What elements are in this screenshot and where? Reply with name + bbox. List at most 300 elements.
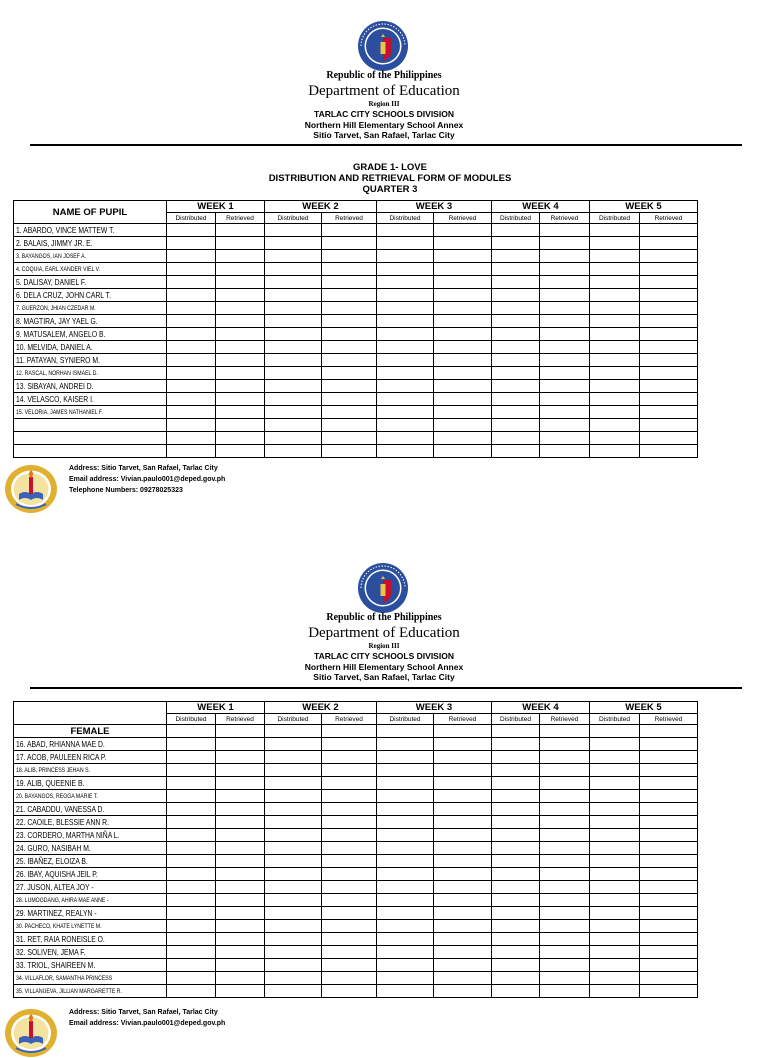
retrieved-cell <box>640 738 698 751</box>
distributed-cell <box>167 367 216 380</box>
retrieved-cell <box>434 881 492 894</box>
retrieved-cell <box>640 751 698 764</box>
empty-cell <box>322 419 377 432</box>
table-row <box>14 328 698 341</box>
retrieved-cell <box>540 933 590 946</box>
retrieved-cell <box>434 894 492 907</box>
footer-contact <box>69 1007 225 1029</box>
distributed-cell <box>590 946 640 959</box>
distributed-cell <box>492 354 540 367</box>
distributed-cell <box>590 959 640 972</box>
empty-cell <box>14 445 167 458</box>
pupil-name <box>14 380 167 393</box>
retrieved-cell <box>540 855 590 868</box>
footer-address: Address: Sitio Tarvet, San Rafael, Tarlac City <box>69 1009 218 1016</box>
distributed-cell <box>590 842 640 855</box>
retrieved-cell <box>434 764 492 777</box>
distributed-cell <box>167 816 216 829</box>
pupil-name-text: 8. MAGTIRA, JAY YAEL G. <box>16 315 98 326</box>
empty-cell <box>540 432 590 445</box>
page-two <box>0 548 768 1027</box>
distributed-cell <box>590 224 640 237</box>
retrieved-cell <box>216 985 265 998</box>
pupil-name <box>14 237 167 250</box>
retrieved-cell <box>322 354 377 367</box>
distributed-cell <box>590 738 640 751</box>
distributed-cell <box>265 777 322 790</box>
distributed-cell <box>377 855 434 868</box>
retrieved-cell <box>540 972 590 985</box>
retrieved-header: Retrieved <box>434 213 492 224</box>
week-header: WEEK 4 <box>492 702 590 714</box>
retrieved-cell <box>434 302 492 315</box>
pupil-name <box>14 250 167 263</box>
retrieved-cell <box>216 224 265 237</box>
retrieved-cell <box>216 380 265 393</box>
distributed-cell <box>590 790 640 803</box>
distributed-cell <box>377 894 434 907</box>
week-header: WEEK 2 <box>265 201 377 213</box>
republic-line: Republic of the Philippines <box>326 70 442 81</box>
retrieved-cell <box>216 341 265 354</box>
pupil-name-text: 5. DALISAY, DANIEL F. <box>16 276 87 287</box>
retrieved-cell <box>540 380 590 393</box>
retrieved-cell <box>540 315 590 328</box>
pupil-name-text: 21. CABADDU, VANESSA D. <box>16 803 105 814</box>
retrieved-cell <box>640 868 698 881</box>
retrieved-cell <box>540 790 590 803</box>
pupil-name <box>14 933 167 946</box>
distributed-cell <box>590 289 640 302</box>
retrieved-cell <box>540 367 590 380</box>
retrieved-cell <box>434 393 492 406</box>
retrieved-cell <box>540 263 590 276</box>
retrieved-cell <box>434 829 492 842</box>
distributed-cell <box>265 302 322 315</box>
retrieved-cell <box>434 354 492 367</box>
table-row <box>14 302 698 315</box>
distributed-cell <box>377 946 434 959</box>
retrieved-cell <box>322 224 377 237</box>
pupil-name-text: 32. SOLIVEN, JEMA F. <box>16 946 86 957</box>
pupil-name <box>14 738 167 751</box>
empty-cell <box>167 445 216 458</box>
retrieved-cell <box>540 751 590 764</box>
pupil-name-text: 19. ALIB, QUEENIE B. <box>16 777 85 788</box>
school-name: Northern Hill Elementary School Annex <box>304 119 464 130</box>
distributed-cell <box>377 341 434 354</box>
retrieved-cell <box>640 790 698 803</box>
empty-cell <box>434 432 492 445</box>
empty-cell <box>265 432 322 445</box>
retrieved-cell <box>434 276 492 289</box>
distributed-cell <box>377 985 434 998</box>
table-row <box>14 237 698 250</box>
table-row <box>14 315 698 328</box>
empty-cell <box>590 725 640 738</box>
distributed-header: Distributed <box>590 213 640 224</box>
retrieved-cell <box>640 380 698 393</box>
empty-cell <box>377 419 434 432</box>
distributed-cell <box>590 302 640 315</box>
distributed-cell <box>265 959 322 972</box>
retrieved-cell <box>640 959 698 972</box>
retrieved-cell <box>322 250 377 263</box>
distributed-cell <box>167 920 216 933</box>
retrieved-header: Retrieved <box>540 213 590 224</box>
retrieved-cell <box>322 985 377 998</box>
pupil-name-text: 1. ABARDO, VINCE MATTEW T. <box>16 224 115 235</box>
retrieved-cell <box>216 959 265 972</box>
retrieved-cell <box>322 907 377 920</box>
republic-line: Republic of the Philippines <box>326 612 442 623</box>
pupil-name <box>14 829 167 842</box>
distributed-cell <box>492 959 540 972</box>
distributed-cell <box>265 341 322 354</box>
distributed-cell <box>377 842 434 855</box>
distributed-cell <box>492 315 540 328</box>
pupil-rows <box>14 224 698 458</box>
table-row <box>14 985 698 998</box>
retrieved-cell <box>216 276 265 289</box>
distributed-cell <box>167 224 216 237</box>
distributed-cell <box>265 803 322 816</box>
table-row <box>14 855 698 868</box>
retrieved-cell <box>216 777 265 790</box>
retrieved-cell <box>322 790 377 803</box>
retrieved-cell <box>216 302 265 315</box>
pupil-name <box>14 764 167 777</box>
retrieved-cell <box>540 276 590 289</box>
distributed-cell <box>492 868 540 881</box>
distributed-cell <box>590 816 640 829</box>
department-title: Department of Education <box>308 83 460 99</box>
form-title: DISTRIBUTION AND RETRIEVAL FORM OF MODULES <box>268 173 512 184</box>
distributed-cell <box>377 933 434 946</box>
pupil-name-text: 10. MELVIDA, DANIEL A. <box>16 341 93 352</box>
distributed-cell <box>265 738 322 751</box>
distributed-cell <box>590 354 640 367</box>
retrieved-cell <box>216 354 265 367</box>
distributed-cell <box>265 751 322 764</box>
retrieved-cell <box>322 341 377 354</box>
table-row <box>14 920 698 933</box>
week-header: WEEK 3 <box>377 702 492 714</box>
retrieved-cell <box>216 933 265 946</box>
distributed-cell <box>590 393 640 406</box>
distributed-cell <box>265 315 322 328</box>
retrieved-cell <box>434 946 492 959</box>
footer-address: Address: Sitio Tarvet, San Rafael, Tarlac City <box>69 465 218 472</box>
pupil-name <box>14 881 167 894</box>
retrieved-header: Retrieved <box>322 714 377 725</box>
retrieved-cell <box>322 816 377 829</box>
retrieved-cell <box>640 933 698 946</box>
pupil-name-text: 20. BAYANGOS, REGGA MARIE T. <box>16 793 98 800</box>
distributed-cell <box>167 959 216 972</box>
pupil-name <box>14 894 167 907</box>
distributed-cell <box>167 842 216 855</box>
retrieved-cell <box>216 816 265 829</box>
distributed-cell <box>377 315 434 328</box>
retrieved-cell <box>540 777 590 790</box>
distributed-cell <box>377 263 434 276</box>
distributed-cell <box>265 920 322 933</box>
distributed-cell <box>492 985 540 998</box>
pupil-name <box>14 816 167 829</box>
distributed-cell <box>377 920 434 933</box>
table-row <box>14 380 698 393</box>
table-row <box>14 790 698 803</box>
distributed-cell <box>265 289 322 302</box>
female-label: FEMALE <box>14 725 167 738</box>
retrieved-cell <box>640 803 698 816</box>
retrieved-cell <box>540 302 590 315</box>
retrieved-cell <box>640 842 698 855</box>
retrieved-cell <box>540 224 590 237</box>
distributed-cell <box>167 881 216 894</box>
pupil-name-text: 22. CAOILE, BLESSIE ANN R. <box>16 816 109 827</box>
empty-cell <box>265 419 322 432</box>
distributed-cell <box>377 237 434 250</box>
retrieved-cell <box>322 959 377 972</box>
distributed-cell <box>265 224 322 237</box>
retrieved-cell <box>540 946 590 959</box>
retrieved-cell <box>216 406 265 419</box>
pupil-name <box>14 972 167 985</box>
retrieved-cell <box>322 263 377 276</box>
pupil-name-text: 6. DELA CRUZ, JOHN CARL T. <box>16 289 111 300</box>
week-header: WEEK 1 <box>167 201 265 213</box>
distributed-cell <box>167 946 216 959</box>
retrieved-cell <box>322 237 377 250</box>
pupil-name-text: 33. TRIOL, SHAIREEN M. <box>16 959 96 970</box>
pupil-name <box>14 985 167 998</box>
distributed-cell <box>377 816 434 829</box>
week-header-row <box>14 201 698 213</box>
pupil-name-text: 16. ABAD, RHIANNA MAE D. <box>16 738 105 749</box>
distributed-cell <box>265 406 322 419</box>
distributed-cell <box>167 393 216 406</box>
pupil-name <box>14 803 167 816</box>
empty-cell <box>265 445 322 458</box>
retrieved-cell <box>640 315 698 328</box>
retrieved-cell <box>216 738 265 751</box>
pupil-name <box>14 302 167 315</box>
pupil-name <box>14 868 167 881</box>
empty-cell <box>216 432 265 445</box>
school-name: Northern Hill Elementary School Annex <box>304 661 464 672</box>
empty-cell <box>167 419 216 432</box>
school-logo-icon <box>4 1008 58 1058</box>
retrieved-cell <box>216 315 265 328</box>
retrieved-cell <box>216 855 265 868</box>
retrieved-cell <box>216 764 265 777</box>
retrieved-cell <box>434 959 492 972</box>
distributed-cell <box>492 738 540 751</box>
distributed-cell <box>167 289 216 302</box>
retrieved-cell <box>640 985 698 998</box>
retrieved-cell <box>216 842 265 855</box>
distributed-cell <box>167 250 216 263</box>
retrieved-cell <box>216 946 265 959</box>
retrieved-cell <box>216 250 265 263</box>
distributed-cell <box>590 803 640 816</box>
pupil-name <box>14 777 167 790</box>
retrieved-cell <box>434 803 492 816</box>
retrieved-cell <box>216 393 265 406</box>
distributed-header: Distributed <box>265 714 322 725</box>
retrieved-cell <box>640 250 698 263</box>
distributed-cell <box>377 250 434 263</box>
pupil-name-text: 9. MATUSALEM, ANGELO B. <box>16 328 106 339</box>
retrieved-cell <box>640 354 698 367</box>
pupil-name <box>14 920 167 933</box>
retrieved-cell <box>640 907 698 920</box>
blank-row <box>14 419 698 432</box>
letterhead <box>0 612 768 683</box>
retrieved-cell <box>540 764 590 777</box>
retrieved-cell <box>540 894 590 907</box>
distributed-cell <box>377 393 434 406</box>
distributed-cell <box>377 367 434 380</box>
retrieved-cell <box>434 406 492 419</box>
distributed-cell <box>265 393 322 406</box>
distributed-header: Distributed <box>377 714 434 725</box>
retrieved-cell <box>216 751 265 764</box>
retrieved-cell <box>322 946 377 959</box>
distributed-cell <box>492 777 540 790</box>
empty-cell <box>590 445 640 458</box>
module-table-page2 <box>13 701 698 998</box>
pupil-name-text: 12. RASCAL, NORHAN ISMAEL D. <box>16 370 98 377</box>
distributed-cell <box>265 250 322 263</box>
distributed-cell <box>377 868 434 881</box>
distributed-cell <box>377 829 434 842</box>
pupil-name-text: 25. IBAÑEZ, ELOIZA B. <box>16 855 88 866</box>
empty-cell <box>492 419 540 432</box>
retrieved-cell <box>640 263 698 276</box>
distributed-cell <box>377 751 434 764</box>
footer-email: Email address: Vivian.paulo001@deped.gov.ph <box>69 476 226 483</box>
pupil-name-text: 17. ACOB, PAULEEN RICA P. <box>16 751 107 762</box>
retrieved-cell <box>640 881 698 894</box>
distributed-cell <box>492 367 540 380</box>
retrieved-cell <box>540 907 590 920</box>
table-row <box>14 224 698 237</box>
distributed-header: Distributed <box>167 213 216 224</box>
region-line: Region III <box>368 100 400 108</box>
distributed-cell <box>167 276 216 289</box>
pupil-name-text: 29. MARTINEZ, REALYN - <box>16 907 97 918</box>
empty-cell <box>540 419 590 432</box>
retrieved-cell <box>434 250 492 263</box>
retrieved-header: Retrieved <box>216 213 265 224</box>
retrieved-cell <box>640 920 698 933</box>
retrieved-cell <box>434 816 492 829</box>
retrieved-cell <box>540 920 590 933</box>
distributed-cell <box>590 985 640 998</box>
distributed-cell <box>167 777 216 790</box>
retrieved-cell <box>434 868 492 881</box>
empty-cell <box>322 445 377 458</box>
distributed-cell <box>167 894 216 907</box>
distributed-cell <box>167 341 216 354</box>
week-header: WEEK 5 <box>590 702 698 714</box>
empty-cell <box>377 432 434 445</box>
distributed-cell <box>590 881 640 894</box>
retrieved-cell <box>322 289 377 302</box>
distributed-cell <box>590 406 640 419</box>
header-divider <box>30 687 742 689</box>
retrieved-cell <box>434 751 492 764</box>
pupil-name-text: 26. IBAY, AQUISHA JEIL P. <box>16 868 98 879</box>
retrieved-cell <box>640 816 698 829</box>
retrieved-cell <box>322 842 377 855</box>
pupil-name-text: 31. RET, RAIA RONEISLE O. <box>16 933 105 944</box>
distributed-cell <box>265 881 322 894</box>
distributed-cell <box>167 790 216 803</box>
empty-cell <box>492 432 540 445</box>
table-row <box>14 933 698 946</box>
distributed-cell <box>377 972 434 985</box>
distributed-cell <box>167 829 216 842</box>
table-row <box>14 250 698 263</box>
pupil-name-text: 15. VELORIA, JAMES NATHANIEL F. <box>16 409 103 416</box>
distributed-cell <box>377 738 434 751</box>
retrieved-cell <box>322 894 377 907</box>
empty-name-header <box>14 702 167 725</box>
distributed-cell <box>590 328 640 341</box>
distributed-header: Distributed <box>167 714 216 725</box>
table-row <box>14 289 698 302</box>
distributed-cell <box>492 276 540 289</box>
distributed-cell <box>265 946 322 959</box>
distributed-cell <box>167 263 216 276</box>
retrieved-cell <box>540 829 590 842</box>
distributed-cell <box>377 289 434 302</box>
pupil-name-text: 30. PACHECO, KHATE LYNETTE M. <box>16 923 102 930</box>
retrieved-header: Retrieved <box>434 714 492 725</box>
distributed-cell <box>377 406 434 419</box>
distributed-cell <box>167 972 216 985</box>
retrieved-cell <box>434 907 492 920</box>
retrieved-cell <box>322 380 377 393</box>
distributed-cell <box>492 946 540 959</box>
distributed-cell <box>590 315 640 328</box>
distributed-cell <box>167 855 216 868</box>
table-row <box>14 868 698 881</box>
distributed-cell <box>492 751 540 764</box>
retrieved-cell <box>434 738 492 751</box>
retrieved-cell <box>640 972 698 985</box>
pupil-name-text: 14. VELASCO, KAISER I. <box>16 393 94 404</box>
table-row <box>14 972 698 985</box>
distributed-cell <box>167 868 216 881</box>
retrieved-cell <box>322 829 377 842</box>
retrieved-cell <box>540 959 590 972</box>
table-row <box>14 816 698 829</box>
retrieved-cell <box>640 276 698 289</box>
retrieved-cell <box>322 972 377 985</box>
retrieved-header: Retrieved <box>322 213 377 224</box>
footer-contact <box>69 463 225 496</box>
retrieved-cell <box>322 328 377 341</box>
grade-section: GRADE 1- LOVE <box>353 162 427 173</box>
pupil-name-text: 34. VILLAFLOR, SAMANTHA PRINCESS <box>16 975 113 982</box>
distributed-cell <box>265 263 322 276</box>
distributed-header: Distributed <box>265 213 322 224</box>
